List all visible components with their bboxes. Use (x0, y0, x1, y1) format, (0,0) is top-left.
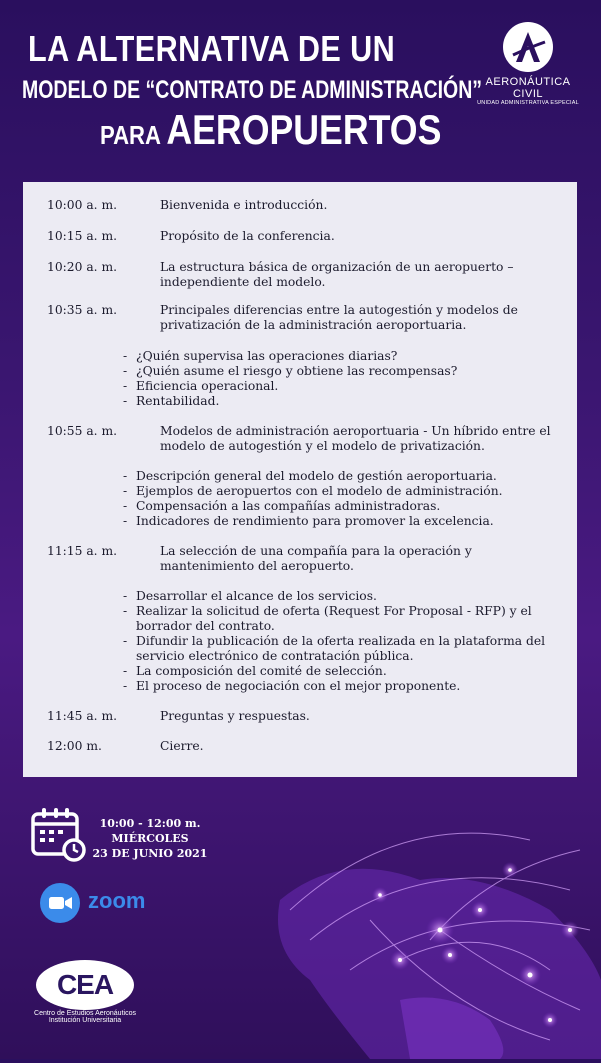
zoom-wordmark: zoom (88, 888, 146, 913)
title-line-3-small: PARA (100, 120, 161, 150)
bullet-text: Indicadores de rendimiento para promover la excelencia. (136, 514, 494, 528)
cea-emblem (36, 960, 134, 1010)
bullet-text: La composición del comité de selección. (136, 664, 387, 678)
title-line-3-big: AEROPUERTOS (166, 106, 442, 153)
bullet-dash: - (123, 679, 128, 693)
event-hours: 10:00 - 12:00 m. (99, 817, 201, 830)
agenda-card (23, 182, 577, 777)
bullet-dash: - (123, 664, 128, 678)
agenda-desc: Preguntas y respuestas. (160, 709, 310, 723)
zoom-camera-icon (40, 883, 80, 923)
bullet-dash: - (123, 589, 128, 603)
bullet-dash: - (123, 394, 128, 408)
agenda-time: 11:45 a. m. (47, 709, 118, 723)
agenda-time: 10:35 a. m. (47, 303, 118, 317)
bullet-text: ¿Quién supervisa las operaciones diarias? (136, 349, 398, 363)
cea-acronym: CEA (56, 969, 114, 1000)
bullet-dash: - (123, 484, 128, 498)
agenda-desc: Propósito de la conferencia. (160, 229, 335, 243)
cea-logo (30, 960, 140, 1024)
bullet-text: Eficiencia operacional. (136, 379, 279, 393)
aeronautica-civil-emblem-icon (503, 22, 553, 72)
bullet-dash: - (123, 379, 128, 393)
agenda-desc: Cierre. (160, 739, 204, 753)
cea-subtitle: Institución Universitaria (48, 1017, 122, 1024)
bullet-dash: - (123, 514, 128, 528)
world-map-flight-routes-graphic (250, 810, 601, 1059)
bullet-text: Ejemplos de aeropuertos con el modelo de administración. (136, 484, 503, 498)
title-line-1: LA ALTERNATIVA DE UN (28, 28, 396, 69)
agenda-desc: Modelos de administración aeroportuaria - Un híbrido entre el modelo de autogestión y el modelo de privatización. (160, 424, 551, 453)
bullet-text: Difundir la publicación de la oferta realizada en la plataforma del servicio electrónico de contratación pública. (136, 634, 546, 663)
bullet-text: ¿Quién asume el riesgo y obtiene las recompensas? (136, 364, 458, 378)
org-name: AERONÁUTICA CIVIL (485, 76, 571, 100)
agenda-time: 10:00 a. m. (47, 198, 118, 212)
agenda-time: 10:15 a. m. (47, 229, 118, 243)
agenda-desc: La selección de una compañía para la operación y mantenimiento del aeropuerto. (160, 544, 472, 573)
cea-name: Centro de Estudios Aeronáuticos (34, 1010, 136, 1017)
bullet-dash: - (123, 604, 128, 618)
bullet-dash: - (123, 364, 128, 378)
agenda-time: 10:20 a. m. (47, 260, 118, 274)
event-datetime-text (90, 816, 210, 861)
agenda-desc: Bienvenida e introducción. (160, 198, 328, 212)
title-line-3 (100, 106, 441, 154)
bullet-dash: - (123, 499, 128, 513)
event-day: MIÉRCOLES (111, 832, 189, 845)
event-date: 23 DE JUNIO 2021 (92, 847, 208, 860)
bullet-text: Descripción general del modelo de gestión aeroportuaria. (136, 469, 497, 483)
bullet-text: Desarrollar el alcance de los servicios. (136, 589, 377, 603)
bullet-text: El proceso de negociación con el mejor proponente. (136, 679, 461, 693)
bullet-text: Rentabilidad. (136, 394, 220, 408)
agenda-time: 10:55 a. m. (47, 424, 118, 438)
bullet-text: Compensación a las compañías administradoras. (136, 499, 441, 513)
bullet-text: Realizar la solicitud de oferta (Request For Proposal - RFP) y el borrador del contrato. (136, 604, 532, 633)
bullet-dash: - (123, 349, 128, 363)
agenda-desc: Principales diferencias entre la autogestión y modelos de privatización de la administración aeroportuaria. (160, 303, 518, 332)
org-subtitle: UNIDAD ADMINISTRATIVA ESPECIAL (477, 100, 579, 106)
calendar-clock-icon (30, 806, 86, 862)
title-line-2: MODELO DE “CONTRATO DE ADMINISTRACIÓN” (22, 76, 483, 104)
bullet-dash: - (123, 469, 128, 483)
agenda-time: 11:15 a. m. (47, 544, 118, 558)
bullet-dash: - (123, 634, 128, 648)
agenda-desc: La estructura básica de organización de un aeropuerto – independiente del modelo. (160, 260, 514, 289)
agenda-time: 12:00 m. (47, 739, 102, 753)
aeronautica-civil-logo (473, 22, 583, 106)
